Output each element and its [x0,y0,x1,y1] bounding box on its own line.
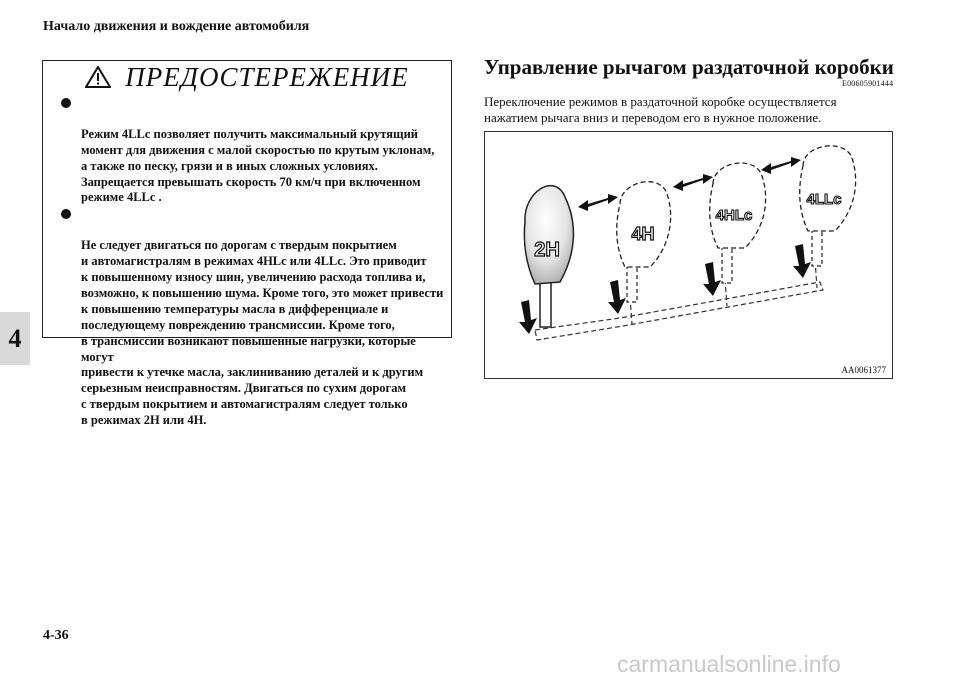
knob-label-2h: 2H [534,239,560,261]
shift-gate-path [535,260,823,340]
knob-label-4hlc: 4HLc [715,207,753,224]
page-header-title: Начало движения и вождение автомобиля [43,19,310,34]
transfer-lever-figure [484,131,893,379]
knob-label-4llc: 4LLc [806,191,842,208]
lever-knob-4h [617,182,671,302]
bullet-icon [61,209,71,219]
warning-title: ПРЕДОСТЕРЕЖЕНИЕ [125,61,409,92]
warning-header [43,61,451,93]
chapter-tab [0,312,30,365]
warning-item [59,95,445,206]
warning-list [59,95,445,429]
warning-item-text: Не следует двигаться по дорогам с твердым покрытием и автомагистралям в режимах 4HLc или 4LLc. Это приводит к повышенному износу шин, увеличению расхода топлива и, возможно, к повышению шума. Кроме того, это может привести к повышению температуры масла в дифференциале и последующему повреждению трансмиссии. Кроме того, в трансмиссии возникают повышенные нагрузки, которые могут привести к утечке масла, заклиниванию деталей и к другим серьезным неисправностям. Двигаться по сухим дорогам с твердым покрытием и автомагистралям следует только в режимах 2H или 4H. [81,238,444,428]
lever-knob-4hlc [710,163,766,283]
transfer-lever-illustration [485,132,892,378]
figure-code: AA0061377 [841,365,886,375]
bullet-icon [61,98,71,108]
page-number: 4-36 [43,628,69,643]
lever-knob-4llc [800,146,856,266]
double-arrow-icon [578,157,801,211]
watermark: carmanualsonline.info [617,651,841,677]
knob-label-4h: 4H [631,224,655,244]
chapter-number: 4 [8,323,22,353]
lever-knob-2h [524,186,573,327]
section-title: Управление рычагом раздаточной коробки [484,55,894,79]
warning-item-text: Режим 4LLc позволяет получить максимальный крутящий момент для движения с малой скоростью по крутым уклонам, а также по песку, грязи и в иных сложных условиях. Запрещается превышать скорость 70 км/ч при включенном режиме 4LLc . [81,126,435,205]
warning-box [42,60,452,428]
section-code: E00605901444 [842,79,894,88]
warning-triangle-icon [85,66,111,88]
section-body: Переключение режимов в раздаточной коробке осуществляется нажатием рычага вниз и переводом его в нужное положение. [484,94,837,125]
warning-item [59,206,445,429]
